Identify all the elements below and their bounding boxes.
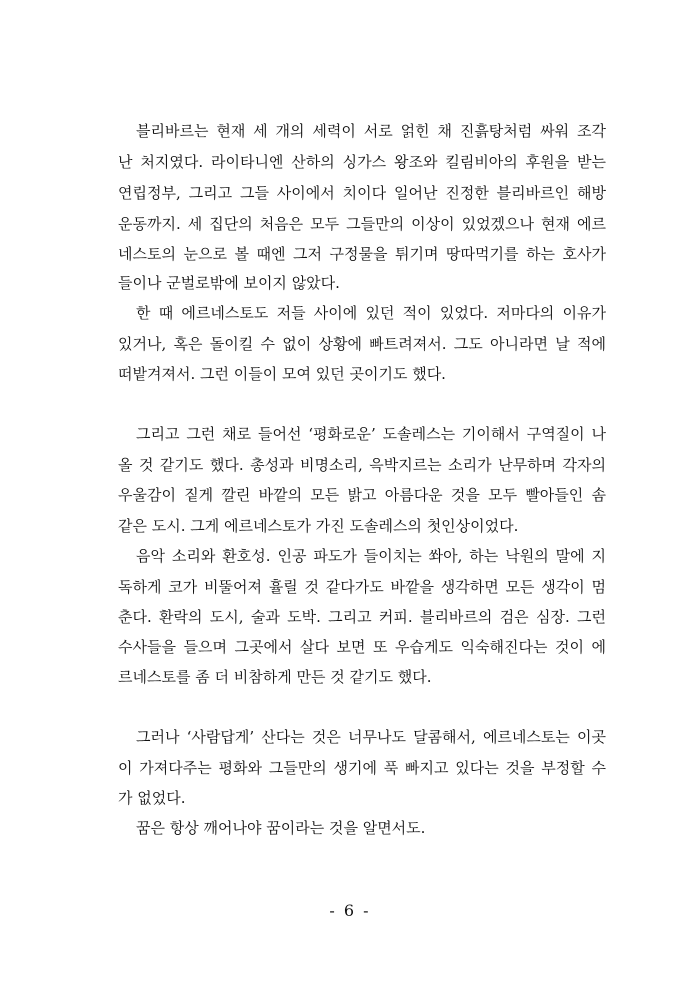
body-text-line: 올 것 같기도 했다. 총성과 비명소리, 윽박지르는 소리가 난무하며 각자의 bbox=[118, 456, 606, 474]
body-text-line: 네스토의 눈으로 볼 때엔 그저 구정물을 튀기며 땅따먹기를 하는 호사가 bbox=[118, 245, 606, 263]
body-text-line: 난 처지였다. 라이타니엔 산하의 싱가스 왕조와 킬림비아의 후원을 받는 bbox=[118, 153, 606, 171]
body-text-line: 한 때 에르네스토도 저들 사이에 있던 적이 있었다. 저마다의 이유가 bbox=[136, 304, 606, 322]
body-text-line: 수사들을 들으며 그곳에서 살다 보면 또 우습게도 익숙해진다는 것이 에 bbox=[118, 638, 606, 656]
body-text-line: 이 가져다주는 평화와 그들만의 생기에 푹 빠지고 있다는 것을 부정할 수 bbox=[118, 759, 606, 777]
body-text-line: 있거나, 혹은 돌이킬 수 없이 상황에 빠트려져서. 그도 아니라면 날 적에 bbox=[118, 335, 606, 353]
body-text-line: 음악 소리와 환호성. 인공 파도가 들이치는 쏴아, 하는 낙원의 말에 지 bbox=[136, 547, 606, 565]
body-text-line: 같은 도시. 그게 에르네스토가 가진 도솔레스의 첫인상이었다. bbox=[118, 517, 519, 535]
body-text-line: 들이나 군벌로밖에 보이지 않았다. bbox=[118, 274, 340, 292]
body-text-line: 독하게 코가 비뚤어져 휼릴 것 같다가도 바깥을 생각하면 모든 생각이 멈 bbox=[118, 578, 606, 596]
body-text-line: 연립정부, 그리고 그들 사이에서 치이다 일어난 진정한 블리바르인 해방 bbox=[118, 184, 606, 202]
body-text-line: 운동까지. 세 집단의 처음은 모두 그들만의 이상이 있었겠으나 현재 에르 bbox=[118, 215, 606, 233]
body-text-line: 꿈은 항상 깨어나야 꿈이라는 것을 알면서도. bbox=[136, 819, 426, 837]
body-text-line: 그리고 그런 채로 들어선 ‘평화로운’ 도솔레스는 기이해서 구역질이 나 bbox=[136, 425, 606, 443]
body-text-line: 춘다. 환락의 도시, 술과 도박. 그리고 커피. 블리바르의 검은 심장. 그런 bbox=[118, 608, 606, 626]
body-text-line: 우울감이 짙게 깔린 바깥의 모든 밝고 아름다운 것을 모두 빨아들인 솜 bbox=[118, 486, 606, 504]
body-text-line: 떠밭겨져서. 그런 이들이 모여 있던 곳이기도 했다. bbox=[118, 365, 446, 383]
body-text-line: 르네스토를 좀 더 비참하게 만든 것 같기도 했다. bbox=[118, 668, 432, 686]
body-text-line: 그러나 ‘사람답게’ 산다는 것은 너무나도 달콤해서, 에르네스토는 이곳 bbox=[136, 728, 606, 746]
page-number: - 6 - bbox=[329, 901, 371, 920]
body-text-line: 가 없었다. bbox=[118, 789, 186, 807]
body-text-line: 블리바르는 현재 세 개의 세력이 서로 얽힌 채 진흙탕처럼 싸워 조각 bbox=[136, 122, 606, 140]
